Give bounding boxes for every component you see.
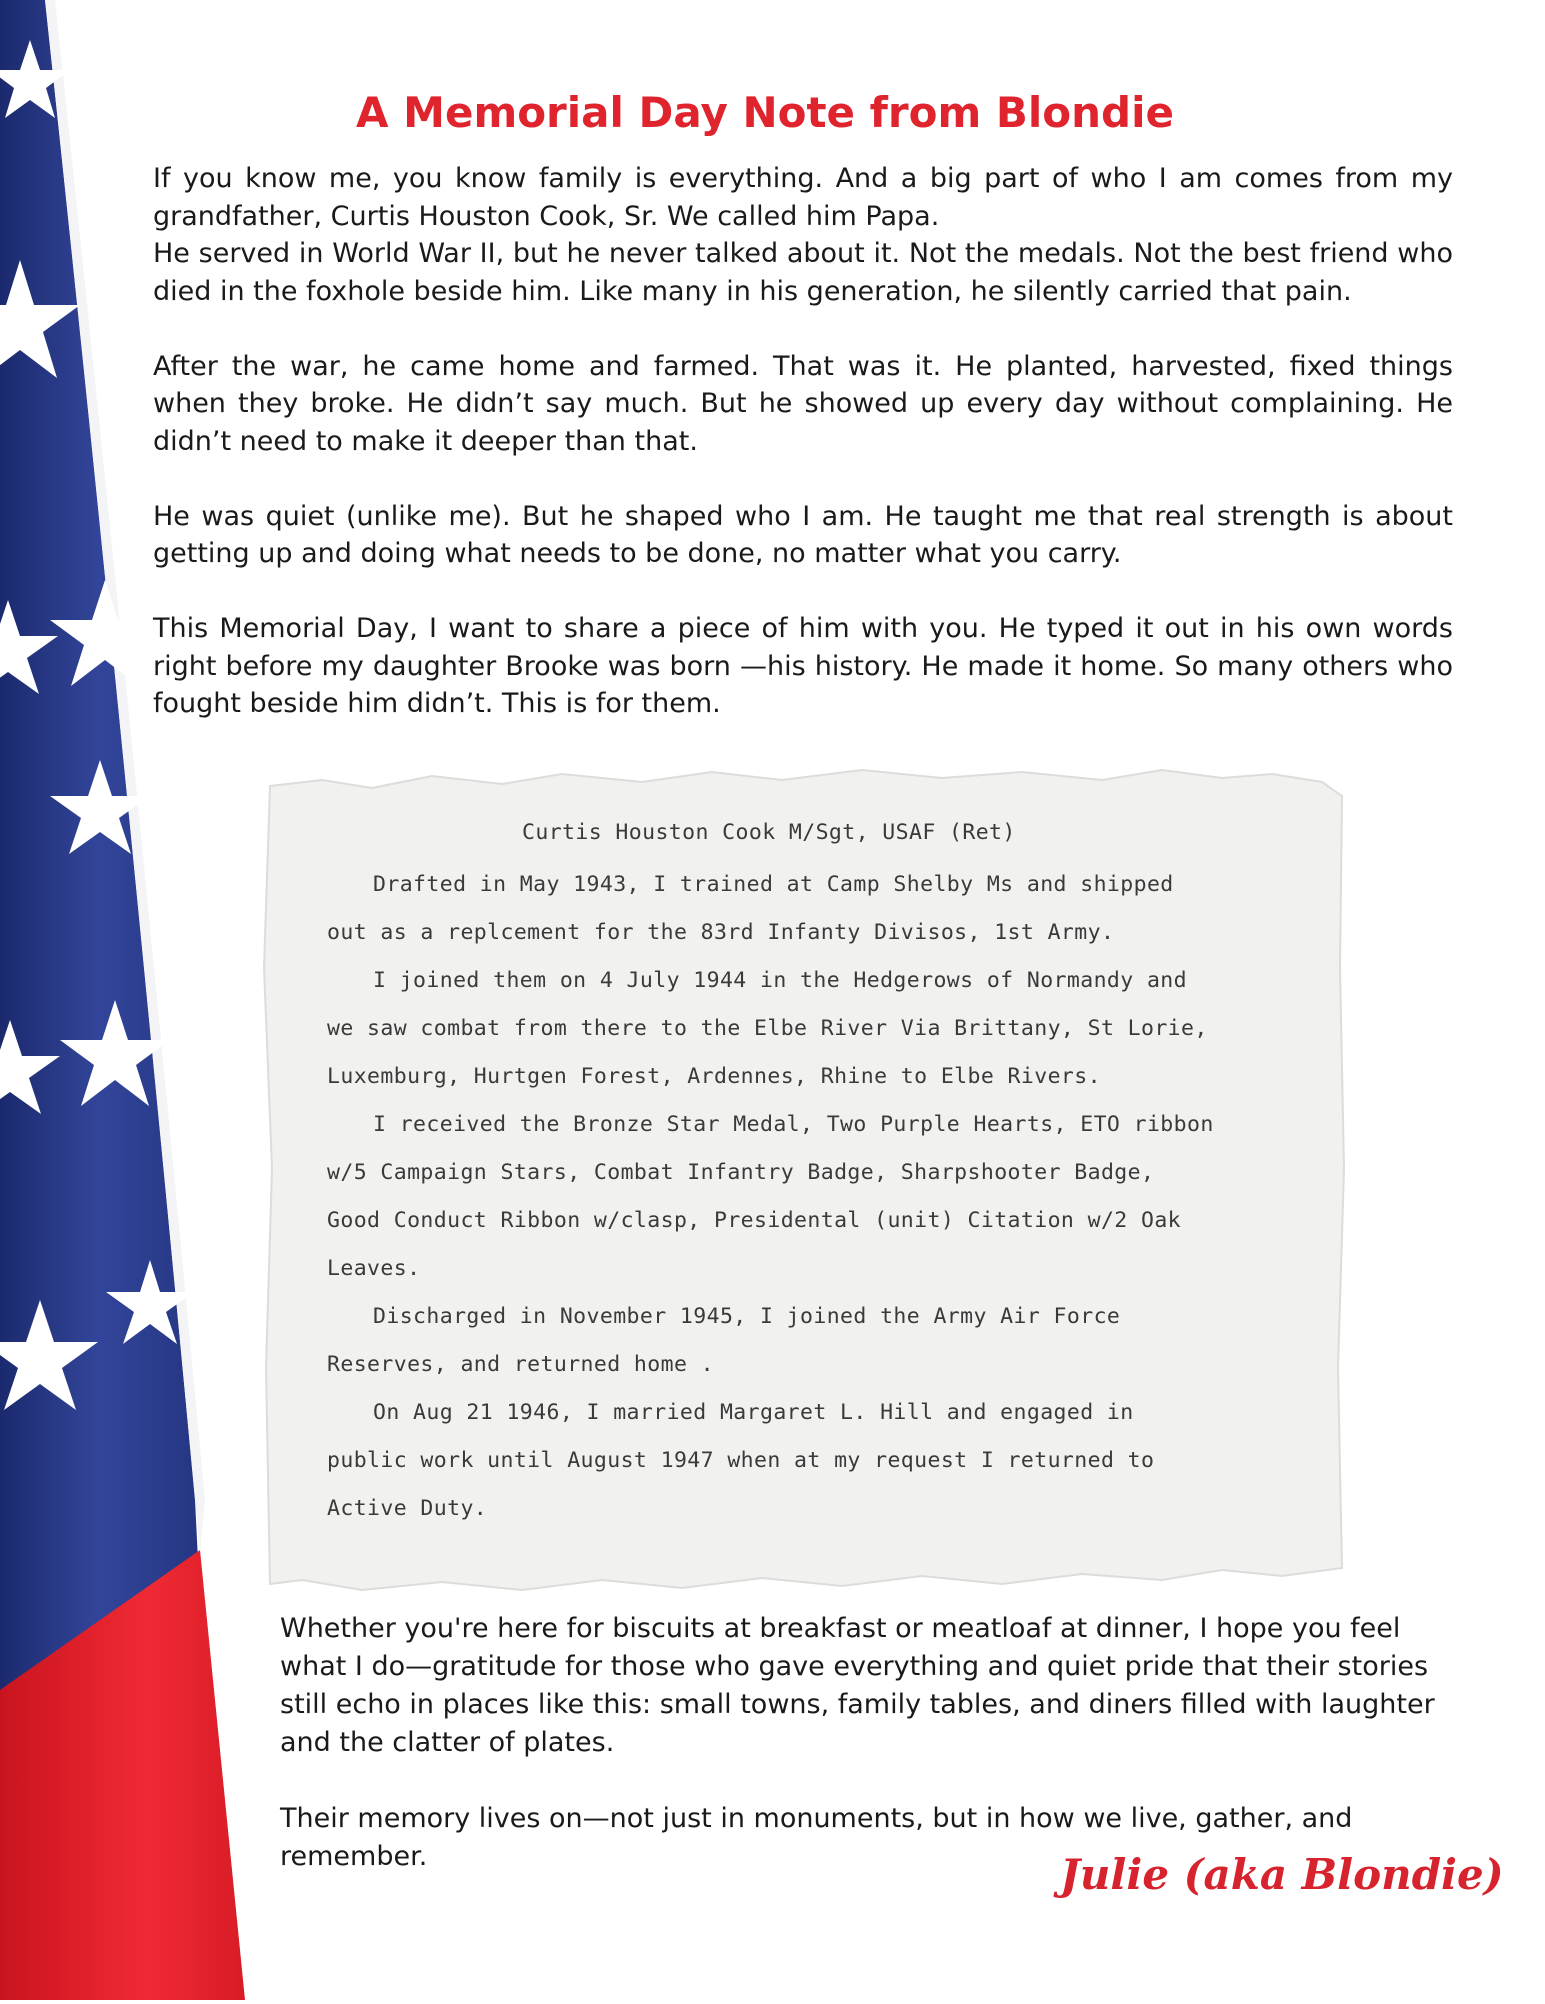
intro-paragraph-1b: He served in World War II, but he never talked about it. Not the medals. Not the best friend who died in the foxhole beside him. Like many in his generation, he silently carried that pain.: [153, 238, 1453, 307]
letter-line: w/5 Campaign Stars, Combat Infantry Badge, Sharpshooter Badge,: [327, 1160, 1155, 1185]
letter-line: Discharged in November 1945, I joined the Army Air Force: [373, 1304, 1121, 1329]
letter-line: Active Duty.: [327, 1496, 488, 1521]
letter-line: Leaves.: [327, 1256, 421, 1281]
letter-line: Luxemburg, Hurtgen Forest, Ardennes, Rhine to Elbe Rivers.: [327, 1064, 1101, 1089]
letter-line: Drafted in May 1943, I trained at Camp Shelby Ms and shipped: [373, 872, 1174, 897]
signature: Julie (aka Blondie): [1060, 1850, 1504, 1899]
intro-paragraph-3: He was quiet (unlike me). But he shaped who I am. He taught me that real strength is about getting up and doing what needs to be done, no matter what you carry.: [153, 500, 1453, 569]
letter-line: we saw combat from there to the Elbe River Via Brittany, St Lorie,: [327, 1016, 1208, 1041]
intro-section: [153, 160, 1453, 760]
letter-line: out as a replcement for the 83rd Infanty Divisos, 1st Army.: [327, 920, 1115, 945]
intro-paragraph-2: After the war, he came home and farmed. That was it. He planted, harvested, fixed things when they broke. He didn’t say much. But he showed up every day without complaining. He didn’t need to make it deeper than that.: [153, 350, 1453, 457]
letter-heading: Curtis Houston Cook M/Sgt, USAF (Ret): [522, 820, 1016, 845]
letter-line: public work until August 1947 when at my request I returned to: [327, 1448, 1155, 1473]
letter-line: On Aug 21 1946, I married Margaret L. Hill and engaged in: [373, 1400, 1134, 1425]
letter-line: Reserves, and returned home .: [327, 1352, 714, 1377]
letter-line: I joined them on 4 July 1944 in the Hedgerows of Normandy and: [373, 968, 1187, 993]
page-title: A Memorial Day Note from Blondie: [356, 88, 1174, 137]
intro-paragraph-1a: If you know me, you know family is everything. And a big part of who I am comes from my grandfather, Curtis Houston Cook, Sr. We called him Papa.: [153, 163, 1453, 232]
letter-line: Good Conduct Ribbon w/clasp, Presidental (unit) Citation w/2 Oak: [327, 1208, 1182, 1233]
closing-paragraph-1: Whether you're here for biscuits at breakfast or meatloaf at dinner, I hope you feel what I do—gratitude for those who gave everything and quiet pride that their stories still echo in places like this: small towns, family tables, and diners filled with laughter and the clatter of plates.: [280, 1613, 1435, 1758]
intro-paragraph-4: This Memorial Day, I want to share a piece of him with you. He typed it out in his own words right before my daughter Brooke was born —his history. He made it home. So many others who fought beside him didn’t. This is for them.: [153, 613, 1453, 719]
closing-paragraph-2: Their memory lives on—not just in monuments, but in how we live, gather, and remember.: [280, 1803, 1353, 1872]
letter-line: I received the Bronze Star Medal, Two Purple Hearts, ETO ribbon: [373, 1112, 1214, 1137]
